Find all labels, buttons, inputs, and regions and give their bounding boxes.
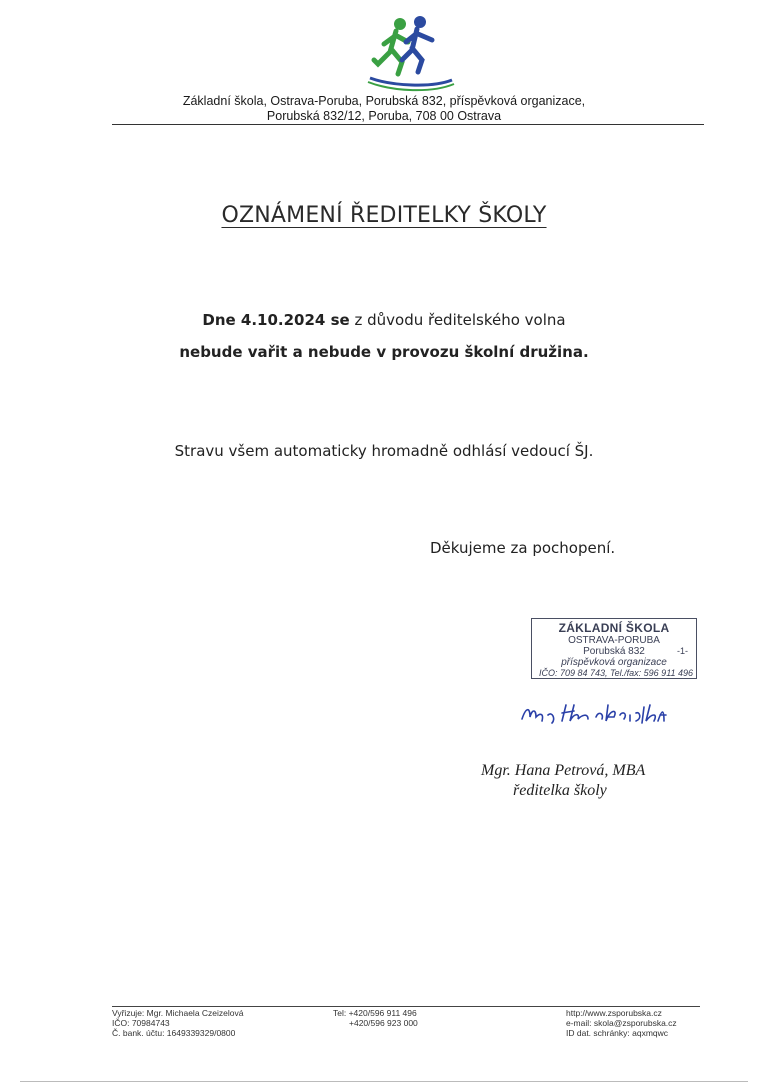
stamp-line-3: Porubská 832	[583, 646, 645, 657]
school-name-line: Základní škola, Ostrava-Poruba, Porubská 832, příspěvková organizace,	[182, 94, 586, 108]
page-bottom-edge	[20, 1081, 748, 1082]
stamp-line-2: OSTRAVA-PORUBA	[568, 635, 660, 646]
footer-website-link[interactable]: http://www.zsporubska.cz	[566, 1008, 662, 1018]
footer-contact-person	[112, 1008, 243, 1038]
footer-bank-account: Č. bank. účtu: 1649339329/0800	[112, 1028, 236, 1038]
stamp-line-4: příspěvková organizace	[561, 657, 667, 668]
notice-line-1	[0, 311, 768, 329]
signatory-role: ředitelka školy	[513, 782, 607, 799]
notice-reason: z důvodu ředitelského volna	[349, 311, 566, 329]
school-address-line: Porubská 832/12, Poruba, 708 00 Ostrava	[266, 109, 502, 123]
meal-notice: Stravu všem automaticky hromadně odhlásí vedoucí ŠJ.	[174, 442, 594, 460]
footer-divider	[112, 1006, 700, 1007]
header-divider	[112, 124, 704, 125]
notice-closure: nebude vařit a nebude v provozu školní družina.	[179, 343, 589, 361]
footer-phones	[333, 1008, 418, 1028]
footer-phone-1: Tel: +420/596 911 496	[333, 1008, 417, 1018]
handwritten-signature	[518, 697, 668, 727]
signatory-name: Mgr. Hana Petrová, MBA	[481, 762, 646, 779]
footer-email-link[interactable]: e-mail: skola@zsporubska.cz	[566, 1018, 677, 1028]
footer-web	[566, 1008, 677, 1038]
stamp-mark: -1-	[677, 646, 688, 656]
notice-date: Dne 4.10.2024 se	[202, 311, 350, 329]
footer-phone-2: +420/596 923 000	[349, 1018, 418, 1028]
footer-ico: IČO: 70984743	[112, 1018, 170, 1028]
school-stamp	[531, 618, 697, 679]
footer-handler: Vyřizuje: Mgr. Michaela Czeizelová	[112, 1008, 244, 1018]
notice-line-2	[0, 343, 768, 361]
page-title: OZNÁMENÍ ŘEDITELKY ŠKOLY	[221, 203, 547, 228]
school-logo-icon	[362, 14, 458, 94]
footer-data-box: ID dat. schránky: aqxmqwc	[566, 1028, 669, 1038]
stamp-line-1: ZÁKLADNÍ ŠKOLA	[558, 621, 670, 635]
stamp-line-5: IČO: 709 84 743, Tel./fax: 596 911 496	[538, 668, 694, 678]
thanks-line: Děkujeme za pochopení.	[430, 539, 616, 557]
